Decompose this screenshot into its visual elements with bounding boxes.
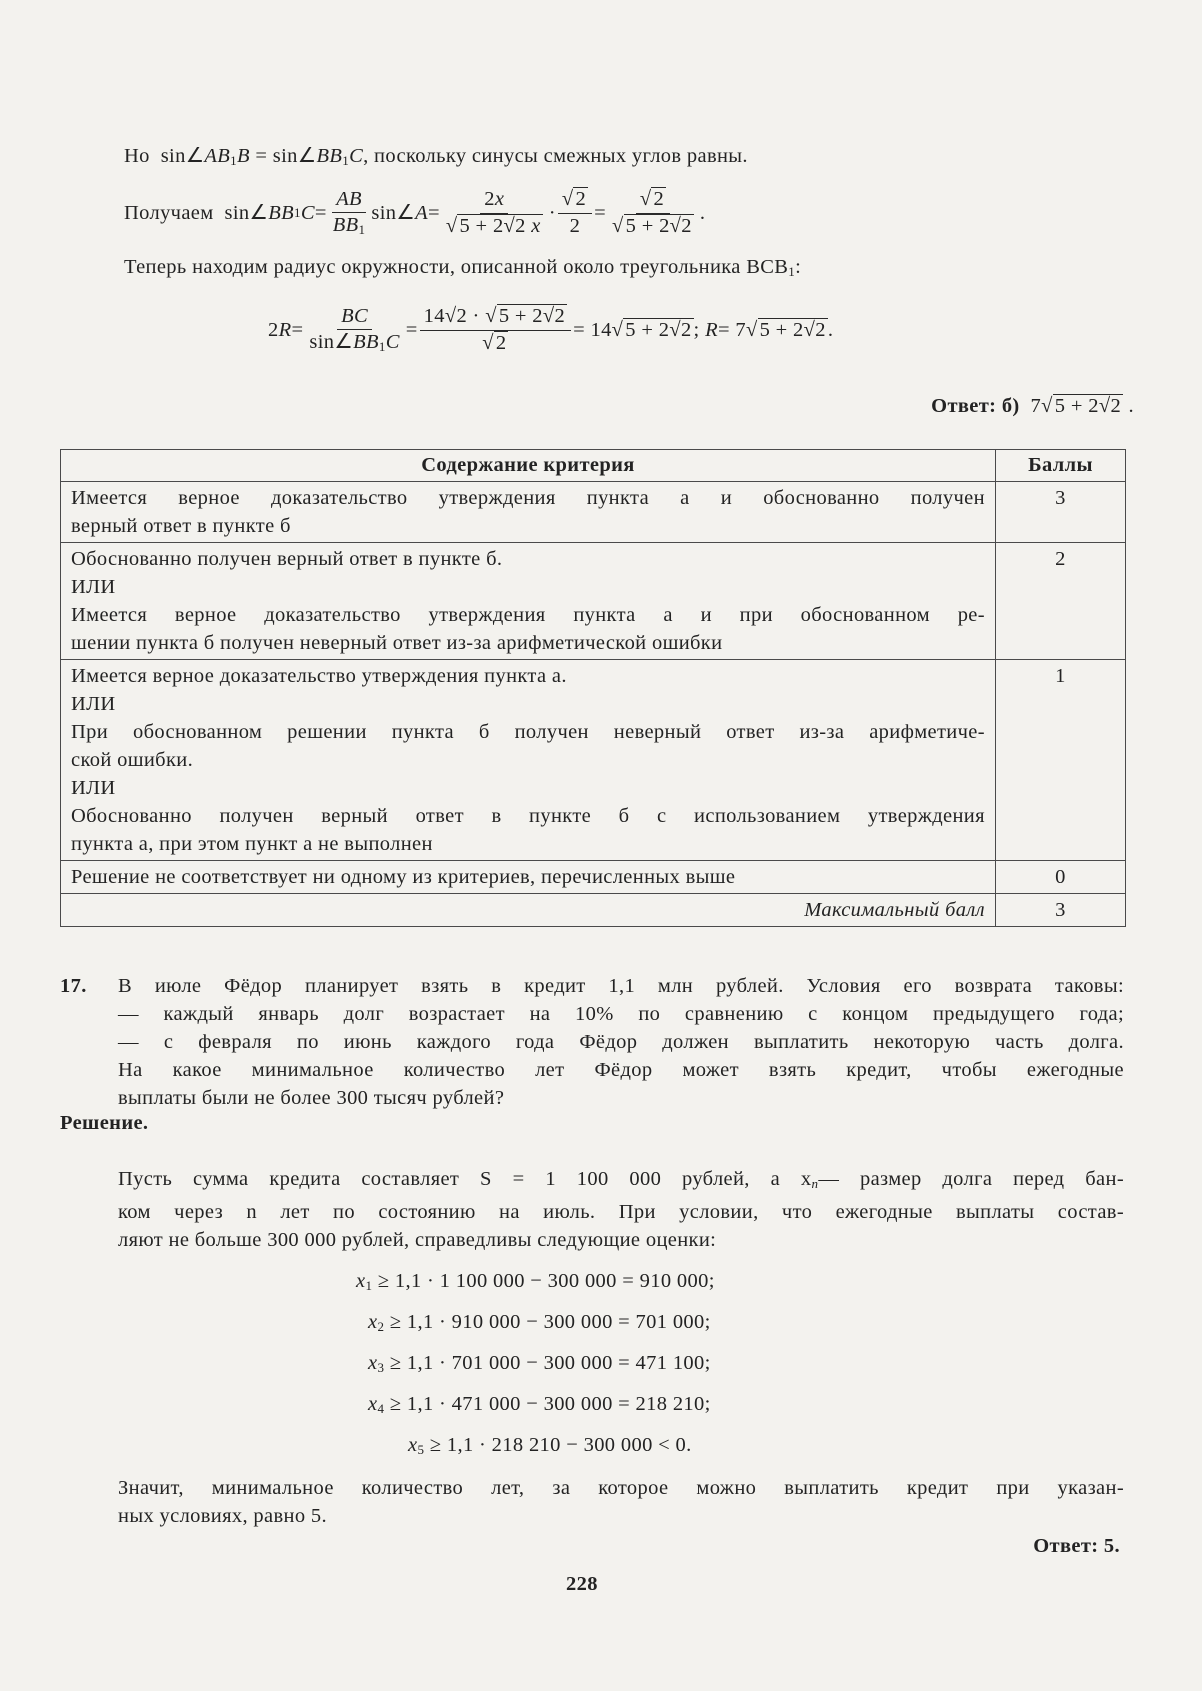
text-fragment: ≥ 1,1 · 218 210 − 300 000 < 0. (429, 1434, 692, 1456)
formula-sin-bb1c: Получаем sin∠ BB 1 C = $\frac{AB}{BB_1}$ sin∠ A = $\frac{2x}{√5 + 2√2 x}$ · $\frac{√2}{2}$ = $\frac{√2}{√5 + 2√2}$ . (124, 187, 706, 238)
answer-top: Ответ: б) 7√5 + 2√2 . (931, 395, 1134, 417)
text-line: пункта а, при этом пункт а не выполнен (71, 833, 433, 855)
text-fragment: , поскольку синусы смежных углов равны. (363, 145, 748, 167)
text-fragment: Получаем (124, 202, 214, 224)
criterion-text (61, 482, 996, 543)
criterion-text (61, 543, 996, 660)
text-line: Имеется верное доказательство утверждения пункта а. (71, 665, 567, 687)
text-line: Значит, минимальное количество лет, за которое можно выплатить кредит при указан- (118, 1477, 1124, 1499)
text-line: — с февраля по июнь каждого года Фёдор должен выплатить некоторую часть долга. (118, 1031, 1124, 1053)
problem-number: 17. (60, 975, 87, 997)
table-row (61, 543, 1126, 660)
text-line: Решение не соответствует ни одному из критериев, перечисленных выше (71, 866, 736, 888)
text-line: ком через n лет по состоянию на июль. При условии, что ежегодные выплаты состав- (118, 1201, 1124, 1223)
text-line-radius: Теперь находим радиус окружности, описанной около треугольника $ВСВ_1$: (124, 256, 802, 279)
answer-bottom: Ответ: 5. (1033, 1535, 1120, 1557)
text-fragment: Но (124, 145, 150, 167)
estimate-x3: $x_3 \ge 1,1 \cdot 701$ 000 − 300 000 = 471 100; (368, 1352, 711, 1375)
estimate-x1: $x_1 \ge 1,1 \cdot 1$ 100 000 − 300 000 = 910 000; (356, 1270, 715, 1293)
text-line: В июле Фёдор планирует взять в кредит 1,1 млн рублей. Условия его возврата таковы: (118, 975, 1124, 997)
max-score-label: Максимальный балл (61, 894, 996, 927)
estimate-x4: $x_4 \ge 1,1 \cdot 471$ 000 − 300 000 = 218 210; (368, 1393, 711, 1416)
estimate-x5: $x_5 \ge 1,1 \cdot 218$ 210 − 300 000 < 0. (408, 1434, 692, 1457)
text-fragment: ≥ 1,1 · 1 100 000 − 300 000 = 910 000; (377, 1270, 715, 1292)
text-line: ИЛИ (71, 777, 116, 799)
text-fragment: Теперь находим радиус окружности, описанной около треугольника ВСВ (124, 256, 789, 278)
header-points: Баллы (995, 450, 1125, 482)
solution-intro (118, 1166, 1124, 1253)
text-line: — каждый январь долг возрастает на 10% по сравнению с концом предыдущего года; (118, 1003, 1124, 1025)
table-row-max (61, 894, 1126, 927)
max-score-value: 3 (995, 894, 1125, 927)
text-line: Обоснованно получен верный ответ в пункте б с использованием утверждения (71, 805, 985, 827)
header-content: Содержание критерия (61, 450, 996, 482)
page-number: 228 (566, 1573, 598, 1595)
formula-radius: 2 R = $\frac{BC}{\sin\angle BB_1C}$ = $\frac{14√2 \cdot √5 + 2√2}{√2}$ = 14 √5 + 2√2 ; R = 7 √5 + 2√2 . (268, 304, 834, 355)
solution-title: Решение. (60, 1112, 149, 1134)
text-fragment: Пусть сумма кредита составляет S = 1 100 000 рублей, а x (118, 1168, 812, 1190)
text-fragment: ≥ 1,1 · 471 000 − 300 000 = 218 210; (389, 1393, 711, 1415)
criterion-points: 0 (995, 861, 1125, 894)
text-line: При обоснованном решении пункта б получен неверный ответ из-за арифметиче- (71, 721, 985, 743)
text-line: ской ошибки. (71, 749, 194, 771)
criterion-text (61, 861, 996, 894)
criterion-points: 3 (995, 482, 1125, 543)
text-line: ных условиях, равно 5. (118, 1505, 327, 1527)
text-line: Имеется верное доказательство утверждения пункта а и при обоснованном ре- (71, 604, 985, 626)
text-line: выплаты были не более 300 тысяч рублей? (118, 1087, 505, 1109)
text-line: шении пункта б получен неверный ответ из-за арифметической ошибки (71, 632, 723, 654)
criteria-table (60, 449, 1126, 927)
criterion-points: 1 (995, 660, 1125, 861)
text-line-sin-equality: Но $\sin\angle AB_1B$ = $\sin\angle BB_1C$, поскольку синусы смежных углов равны. (124, 145, 748, 168)
text-line: Пусть сумма кредита составляет S = 1 100 000 рублей, а $x_n—$ размер долга перед бан- (118, 1168, 1124, 1191)
estimate-x2: $x_2 \ge 1,1 \cdot 910$ 000 − 300 000 = 701 000; (368, 1311, 711, 1334)
text-line: ИЛИ (71, 693, 116, 715)
table-row (61, 482, 1126, 543)
text-line: ляют не больше 300 000 рублей, справедливы следующие оценки: (118, 1229, 717, 1251)
problem-statement (118, 973, 1124, 1111)
text-line: Имеется верное доказательство утверждения пункта а и обоснованно получен (71, 487, 985, 509)
table-row (61, 861, 1126, 894)
criterion-points: 2 (995, 543, 1125, 660)
text-line: верный ответ в пункте б (71, 515, 291, 537)
table-header-row (61, 450, 1126, 482)
text-line: ИЛИ (71, 576, 116, 598)
criterion-text (61, 660, 996, 861)
solution-conclusion (118, 1475, 1124, 1529)
answer-label: Ответ: б) (931, 395, 1020, 417)
text-fragment: ≥ 1,1 · 701 000 − 300 000 = 471 100; (389, 1352, 711, 1374)
text-fragment: — размер долга перед бан- (818, 1168, 1124, 1190)
text-line: Обоснованно получен верный ответ в пункте б. (71, 548, 503, 570)
text-line: На какое минимальное количество лет Фёдор может взять кредит, чтобы ежегодные (118, 1059, 1124, 1081)
table-row (61, 660, 1126, 861)
text-fragment: ≥ 1,1 · 910 000 − 300 000 = 701 000; (389, 1311, 711, 1333)
